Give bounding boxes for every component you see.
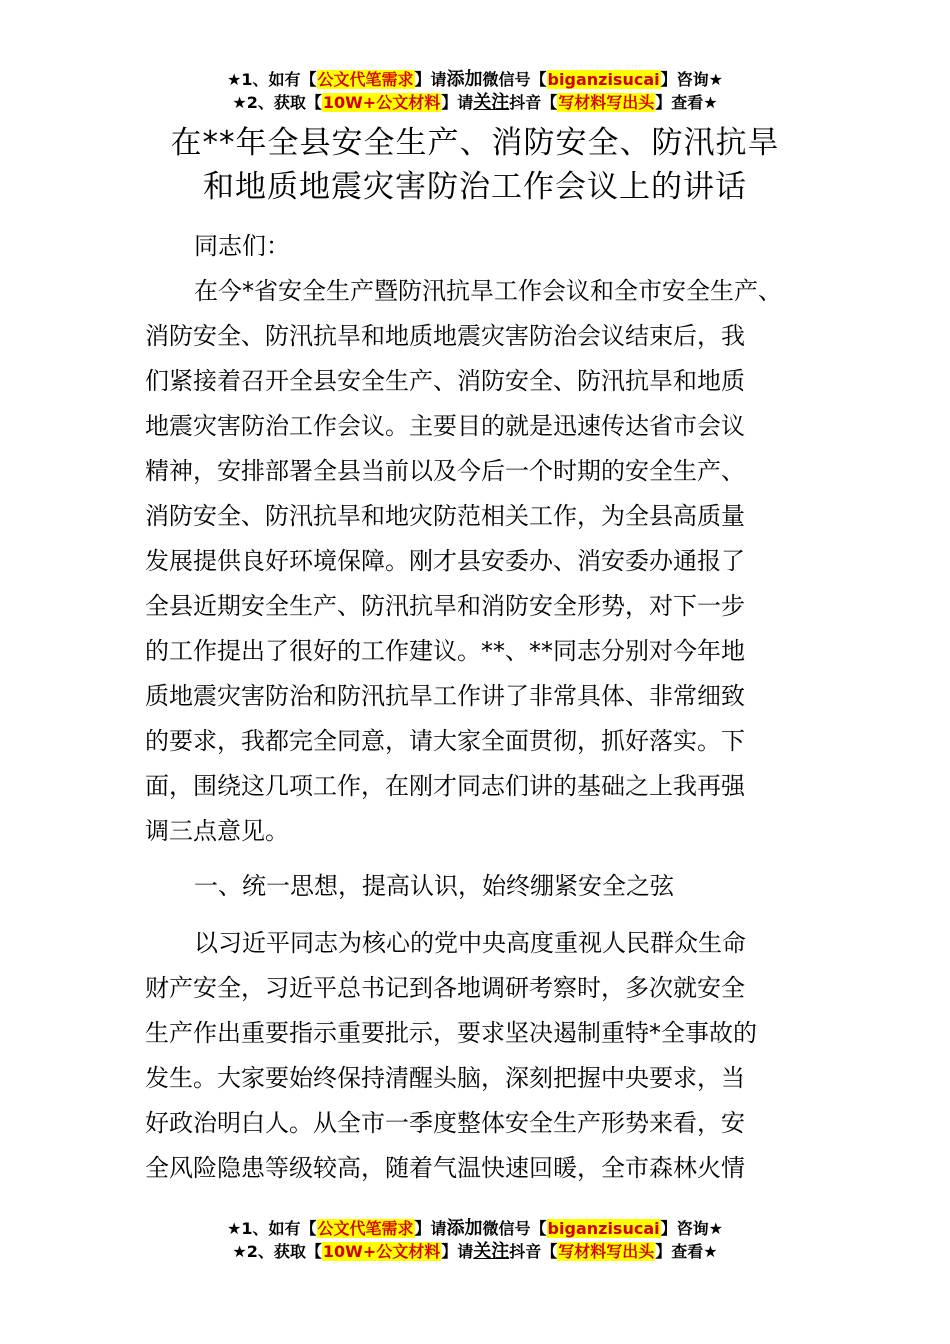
paragraph-line: 调三点意见。	[145, 817, 289, 845]
paragraph-line: 消防安全、防汛抗旱和地质地震灾害防治会议结束后，我	[145, 322, 745, 350]
paragraph-line: 全县近期安全生产、防汛抗旱和消防安全形势，对下一步	[145, 592, 745, 620]
section-heading: 一、统一思想，提高认识，始终绷紧安全之弦	[194, 872, 674, 900]
paragraph-line: 生产作出重要指示重要批示，要求坚决遏制重特*全事故的	[145, 1019, 757, 1047]
paragraph-line: 在今*省安全生产暨防汛抗旱工作会议和全市安全生产、	[194, 277, 782, 305]
paragraph-1	[145, 269, 810, 854]
promo-text: 】请	[414, 1219, 447, 1238]
paragraph-line: 发展提供良好环境保障。刚才县安委办、消安委办通报了	[145, 547, 745, 575]
paragraph-line: 全风险隐患等级较高，随着气温快速回暖，全市森林火情	[145, 1154, 745, 1182]
promo-text: 】请	[441, 1242, 474, 1261]
promo-line-2	[0, 91, 950, 114]
paragraph-line: 质地震灾害防治和防汛抗旱工作讲了非常具体、非常细致	[145, 682, 745, 710]
paragraph-line: 面，围绕这几项工作，在刚才同志们讲的基础之上我再强	[145, 772, 745, 800]
promo-emphasis: 关注	[473, 92, 510, 113]
promo-notice-top	[0, 68, 950, 114]
promo-highlight: 10W+公文材料	[322, 93, 441, 112]
promo-text: 】查看★	[655, 93, 718, 112]
promo-line-1	[0, 1217, 950, 1240]
promo-highlight: biganzisucai	[547, 1219, 660, 1238]
paragraph-line: 消防安全、防汛抗旱和地灾防范相关工作，为全县高质量	[145, 502, 745, 530]
promo-notice-bottom	[0, 1217, 950, 1263]
paragraph-line: 财产安全，习近平总书记到各地调研考察时，多次就安全	[145, 974, 745, 1002]
promo-text: 抖音【	[509, 93, 558, 112]
promo-emphasis: 添加	[446, 69, 483, 90]
promo-highlight: biganzisucai	[547, 70, 660, 89]
promo-text: 】查看★	[655, 1242, 718, 1261]
paragraph-line: 好政治明白人。从全市一季度整体安全生产形势来看，安	[145, 1109, 745, 1137]
paragraph-2	[145, 921, 810, 1191]
promo-text: 微信号【	[482, 1219, 547, 1238]
promo-text: 】咨询★	[660, 70, 723, 89]
promo-text: ★1、如有【	[227, 70, 317, 89]
promo-text: ★2、获取【	[232, 1242, 322, 1261]
paragraph-line: 发生。大家要始终保持清醒头脑，深刻把握中央要求，当	[145, 1064, 745, 1092]
promo-text: 抖音【	[509, 1242, 558, 1261]
paragraph-line: 精神，安排部署全县当前以及今后一个时期的安全生产、	[145, 457, 745, 485]
promo-line-1	[0, 68, 950, 91]
promo-emphasis: 添加	[446, 1218, 483, 1239]
section-1	[145, 864, 810, 909]
promo-text: ★1、如有【	[227, 1219, 317, 1238]
document-title	[110, 121, 840, 209]
promo-text: 】请	[441, 93, 474, 112]
promo-text: 】咨询★	[660, 1219, 723, 1238]
promo-highlight: 公文代笔需求	[317, 70, 414, 89]
promo-highlight: 写材料写出头	[558, 1242, 655, 1261]
paragraph-line: 地震灾害防治工作会议。主要目的就是迅速传达省市会议	[145, 412, 745, 440]
paragraph-line: 的工作提出了很好的工作建议。**、**同志分别对今年地	[145, 637, 745, 665]
promo-line-2	[0, 1240, 950, 1263]
paragraph-line: 们紧接着召开全县安全生产、消防安全、防汛抗旱和地质	[145, 367, 745, 395]
promo-highlight: 公文代笔需求	[317, 1219, 414, 1238]
promo-emphasis: 关注	[473, 1241, 510, 1262]
promo-text: ★2、获取【	[232, 93, 322, 112]
title-line-2: 和地质地震灾害防治工作会议上的讲话	[203, 169, 747, 205]
promo-text: 】请	[414, 70, 447, 89]
title-line-1: 在**年全县安全生产、消防安全、防汛抗旱	[170, 125, 780, 161]
salutation: 同志们：	[194, 232, 290, 260]
paragraph-line: 以习近平同志为核心的党中央高度重视人民群众生命	[194, 929, 746, 957]
promo-highlight: 10W+公文材料	[322, 1242, 441, 1261]
promo-highlight: 写材料写出头	[558, 93, 655, 112]
promo-text: 微信号【	[482, 70, 547, 89]
paragraph-line: 的要求，我都完全同意，请大家全面贯彻，抓好落实。下	[145, 727, 745, 755]
document-body	[145, 224, 810, 854]
